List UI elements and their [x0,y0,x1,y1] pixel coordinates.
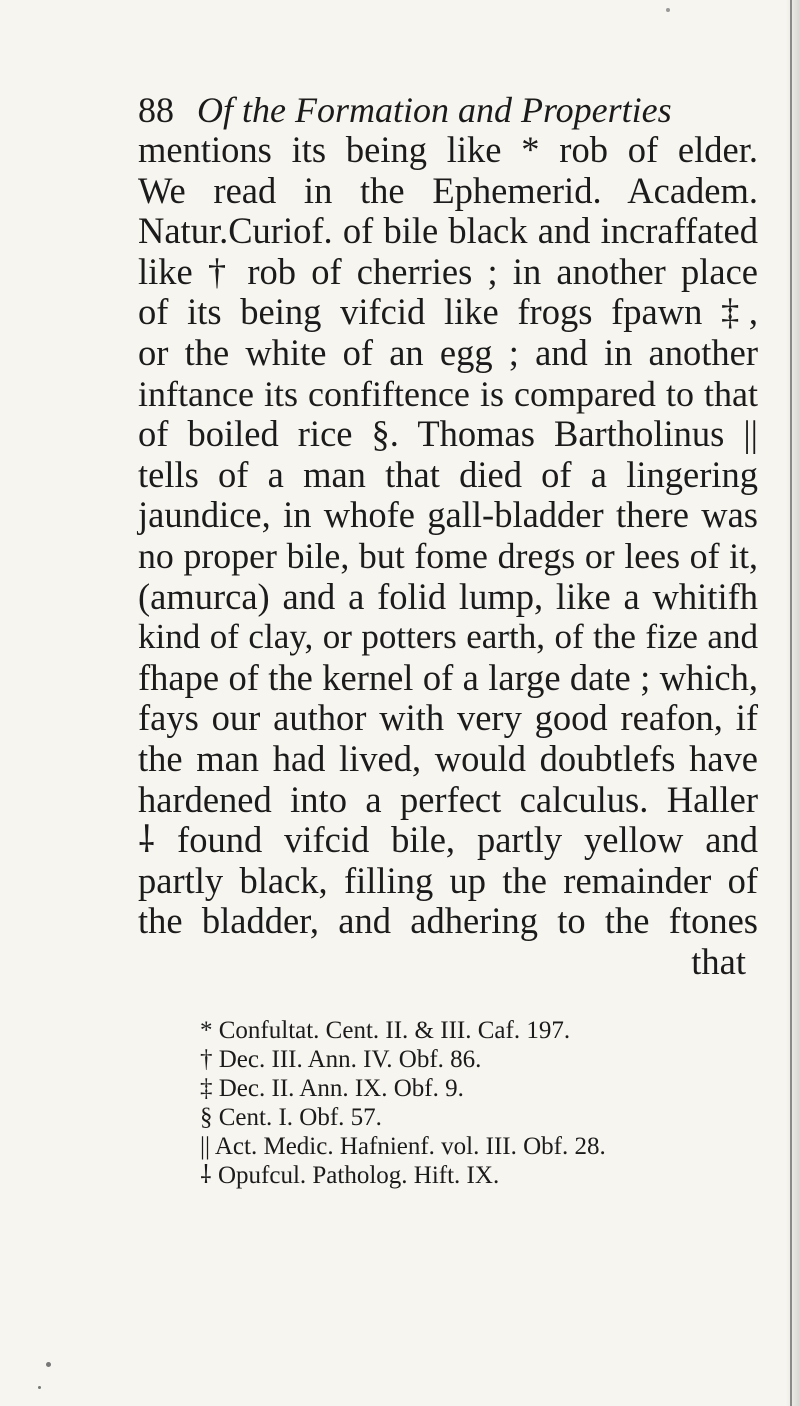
text-line: fhape of the kernel of a large date ; which, [138,656,758,698]
paper-speck [46,1362,51,1367]
footnote: || Act. Medic. Hafnienf. vol. III. Obf. 28. [200,1133,606,1160]
text-line: jaundice, in whofe gall-bladder there was [138,494,758,536]
catchword: that [691,940,746,982]
page-number: 88 [138,90,174,130]
running-title: Of the Formation and Properties [197,90,672,130]
footnote: § Cent. I. Obf. 57. [200,1104,382,1131]
page-edge-shadow [786,0,800,1406]
text-line: mentions its being like * rob of elder. [138,129,758,170]
text-line: hardened into a perfect calculus. Haller [138,778,758,820]
text-line: ⸸ found vifcid bile, partly yellow and [138,819,758,861]
text-line: of boiled rice §. Thomas Bartholinus || [138,413,758,455]
page-edge-line [790,0,792,1406]
footnote: ⸸ Opufcul. Patholog. Hift. IX. [200,1162,500,1189]
page-header [138,90,758,130]
text-line: fays our author with very good reafon, if [138,697,758,739]
body-text [138,130,758,982]
text-line: of its being vifcid like frogs fpawn ‡, [138,291,758,333]
text-line: inftance its confiftence is compared to that [138,373,758,414]
footnote: ‡ Dec. II. Ann. IX. Obf. 9. [200,1075,464,1102]
text-line: partly black, filling up the remainder of [138,859,758,901]
text-line: or the white of an egg ; and in another [138,331,758,373]
text-line: (amurca) and a folid lump, like a whitifh [138,575,758,617]
footnote: * Confultat. Cent. II. & III. Caf. 197. [200,1017,571,1044]
text-line: kind of clay, or potters earth, of the fize and [138,617,758,657]
footnotes [200,1016,760,1190]
paper-speck [38,1386,41,1389]
text-line: the bladder, and adhering to the ftones [138,900,758,942]
text-line: like † rob of cherries ; in another place [138,250,758,292]
text-line: Natur.Curiof. of bile black and incraffated [138,210,758,252]
text-line: We read in the Ephemerid. Academ. [138,169,758,211]
text-line: no proper bile, but fome dregs or lees of it, [138,535,758,576]
footnote: † Dec. III. Ann. IV. Obf. 86. [200,1046,482,1073]
text-line: tells of a man that died of a lingering [138,453,758,495]
text-line: the man had lived, would doubtlefs have [138,737,758,779]
paper-speck [666,8,670,12]
